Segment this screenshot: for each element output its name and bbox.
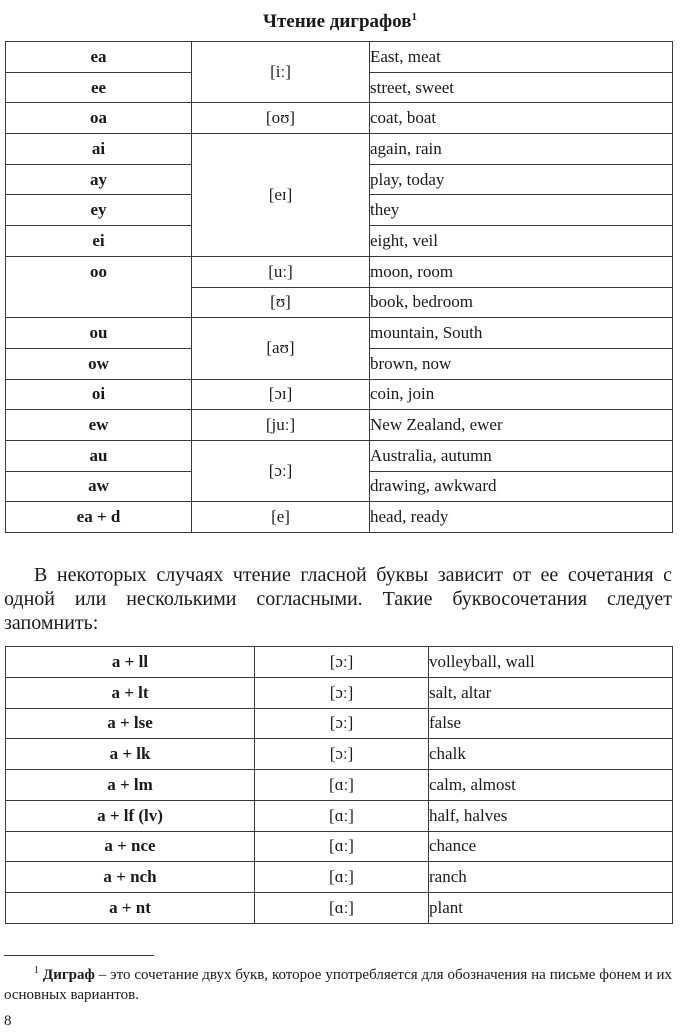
table-row: [6, 831, 673, 862]
table-row: [6, 677, 673, 708]
transcription-cell: [oʊ]: [192, 103, 370, 134]
examples-cell: coin, join: [370, 379, 673, 410]
table-row: [6, 862, 673, 893]
combination-cell: a + lf (lv): [6, 800, 255, 831]
table-row: [6, 739, 673, 770]
digraph-cell: ai: [6, 134, 192, 165]
combination-cell: a + lk: [6, 739, 255, 770]
table-row: [6, 770, 673, 801]
transcription-cell: [ɑː]: [255, 770, 429, 801]
table-row: [6, 708, 673, 739]
digraph-cell: ei: [6, 226, 192, 257]
examples-cell: East, meat: [370, 42, 673, 73]
examples-cell: play, today: [370, 164, 673, 195]
transcription-cell: [eɪ]: [192, 134, 370, 257]
transcription-cell: [ɔː]: [255, 708, 429, 739]
digraph-cell: ow: [6, 348, 192, 379]
examples-cell: book, bedroom: [370, 287, 673, 318]
combination-cell: a + ll: [6, 647, 255, 678]
digraph-cell: au: [6, 440, 192, 471]
transcription-cell: [ʊ]: [192, 287, 370, 318]
title-text: Чтение диграфов: [263, 11, 412, 32]
examples-cell: false: [429, 708, 673, 739]
transcription-cell: [e]: [192, 502, 370, 533]
transcription-cell: [uː]: [192, 256, 370, 287]
table-row: [6, 502, 673, 533]
examples-cell: eight, veil: [370, 226, 673, 257]
footnote-number: 1: [34, 965, 39, 976]
table-row: [6, 647, 673, 678]
examples-cell: coat, boat: [370, 103, 673, 134]
transcription-cell: [iː]: [192, 42, 370, 103]
examples-cell: salt, altar: [429, 677, 673, 708]
body-paragraph: В некоторых случаях чтение гласной буквы зависит от ее сочетания с одной или несколькими согласными. Такие буквосочетания следует запомнить:: [4, 564, 672, 634]
examples-cell: mountain, South: [370, 318, 673, 349]
footnote: [4, 961, 672, 1005]
examples-cell: New Zealand, ewer: [370, 410, 673, 441]
examples-cell: head, ready: [370, 502, 673, 533]
digraph-cell: ee: [6, 72, 192, 103]
digraph-cell: oi: [6, 379, 192, 410]
footnote-marker: 1: [411, 11, 417, 23]
table-row: [6, 256, 673, 287]
examples-cell: chalk: [429, 739, 673, 770]
digraph-cell: ea: [6, 42, 192, 73]
page-number: 8: [4, 1013, 12, 1029]
table-row: [6, 42, 673, 73]
examples-cell: street, sweet: [370, 72, 673, 103]
digraph-cell: ew: [6, 410, 192, 441]
footnote-text: – это сочетание двух букв, которое употребляется для обозначения на письме фонем и их основных вариантов.: [4, 967, 673, 1003]
combination-cell: a + nch: [6, 862, 255, 893]
table-row: [6, 440, 673, 471]
digraph-cell: ea + d: [6, 502, 192, 533]
digraph-table: [5, 41, 673, 533]
transcription-cell: [juː]: [192, 410, 370, 441]
transcription-cell: [aʊ]: [192, 318, 370, 379]
transcription-cell: [ɔː]: [255, 677, 429, 708]
transcription-cell: [ɔː]: [255, 739, 429, 770]
transcription-cell: [ɔː]: [192, 440, 370, 501]
transcription-cell: [ɔː]: [255, 647, 429, 678]
combination-cell: a + nce: [6, 831, 255, 862]
examples-cell: brown, now: [370, 348, 673, 379]
examples-cell: moon, room: [370, 256, 673, 287]
digraph-cell: oo: [6, 256, 192, 317]
examples-cell: half, halves: [429, 800, 673, 831]
table-row: [6, 379, 673, 410]
examples-cell: calm, almost: [429, 770, 673, 801]
table-row: [6, 134, 673, 165]
combination-cell: a + lse: [6, 708, 255, 739]
examples-cell: they: [370, 195, 673, 226]
examples-cell: ranch: [429, 862, 673, 893]
examples-cell: chance: [429, 831, 673, 862]
transcription-cell: [ɑː]: [255, 800, 429, 831]
digraph-cell: ou: [6, 318, 192, 349]
transcription-cell: [ɑː]: [255, 893, 429, 924]
digraph-cell: ey: [6, 195, 192, 226]
transcription-cell: [ɑː]: [255, 831, 429, 862]
digraph-cell: ay: [6, 164, 192, 195]
digraph-cell: aw: [6, 471, 192, 502]
letter-combination-table: [5, 646, 673, 924]
examples-cell: again, rain: [370, 134, 673, 165]
table-row: [6, 318, 673, 349]
table-row: [6, 800, 673, 831]
combination-cell: a + nt: [6, 893, 255, 924]
footnote-term: Диграф: [42, 967, 95, 983]
table-row: [6, 410, 673, 441]
examples-cell: plant: [429, 893, 673, 924]
digraph-cell: oa: [6, 103, 192, 134]
table-row: [6, 103, 673, 134]
table-row: [6, 893, 673, 924]
examples-cell: volleyball, wall: [429, 647, 673, 678]
transcription-cell: [ɑː]: [255, 862, 429, 893]
footnote-rule: [4, 955, 154, 956]
page-title: [0, 5, 680, 34]
combination-cell: a + lm: [6, 770, 255, 801]
combination-cell: a + lt: [6, 677, 255, 708]
transcription-cell: [ɔɪ]: [192, 379, 370, 410]
examples-cell: Australia, autumn: [370, 440, 673, 471]
examples-cell: drawing, awkward: [370, 471, 673, 502]
